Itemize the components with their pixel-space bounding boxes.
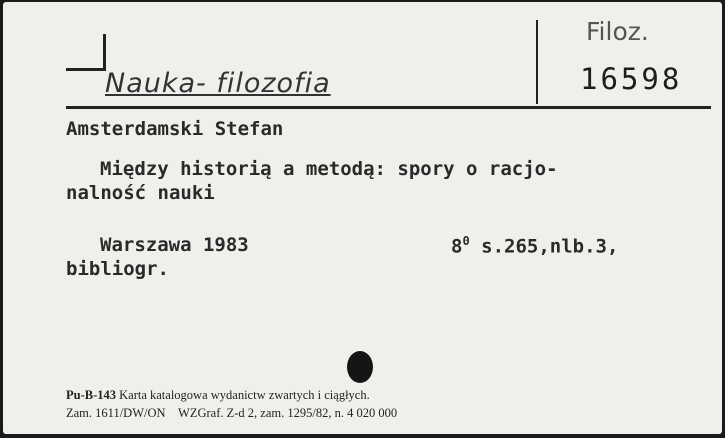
header-rule — [66, 106, 711, 109]
form-code: Pu-B-143 — [66, 388, 116, 402]
physical-description — [451, 234, 618, 257]
accession-number: 16598 — [580, 62, 683, 96]
author: Amsterdamski Stefan — [66, 118, 284, 140]
order-number: Zam. 1611/DW/ON — [66, 406, 166, 420]
punch-hole — [347, 351, 373, 383]
corner-mark — [103, 34, 106, 70]
form-description: Karta katalogowa wydanictw zwartych i ciągłych. — [119, 388, 370, 402]
footer-line-2 — [66, 406, 397, 421]
catalog-card — [3, 2, 722, 434]
footer-line-1 — [66, 388, 370, 403]
notes: bibliogr. — [66, 258, 169, 280]
pagination: s.265,nlb.3, — [481, 235, 619, 258]
printer-info: WZGraf. Z-d 2, zam. 1295/82, n. 4 020 000 — [178, 406, 398, 420]
title-line-1: Między historią a metodą: spory o racjo- — [100, 158, 558, 180]
imprint: Warszawa 1983 — [100, 234, 249, 256]
format: 8 — [451, 235, 463, 258]
vertical-divider — [536, 20, 538, 104]
format-superscript: 0 — [462, 234, 470, 248]
classification-label: Filoz. — [586, 17, 649, 46]
title-line-2: nalność nauki — [66, 182, 215, 204]
subject-heading: Nauka- filozofia — [105, 68, 331, 99]
corner-mark-base — [66, 68, 106, 71]
